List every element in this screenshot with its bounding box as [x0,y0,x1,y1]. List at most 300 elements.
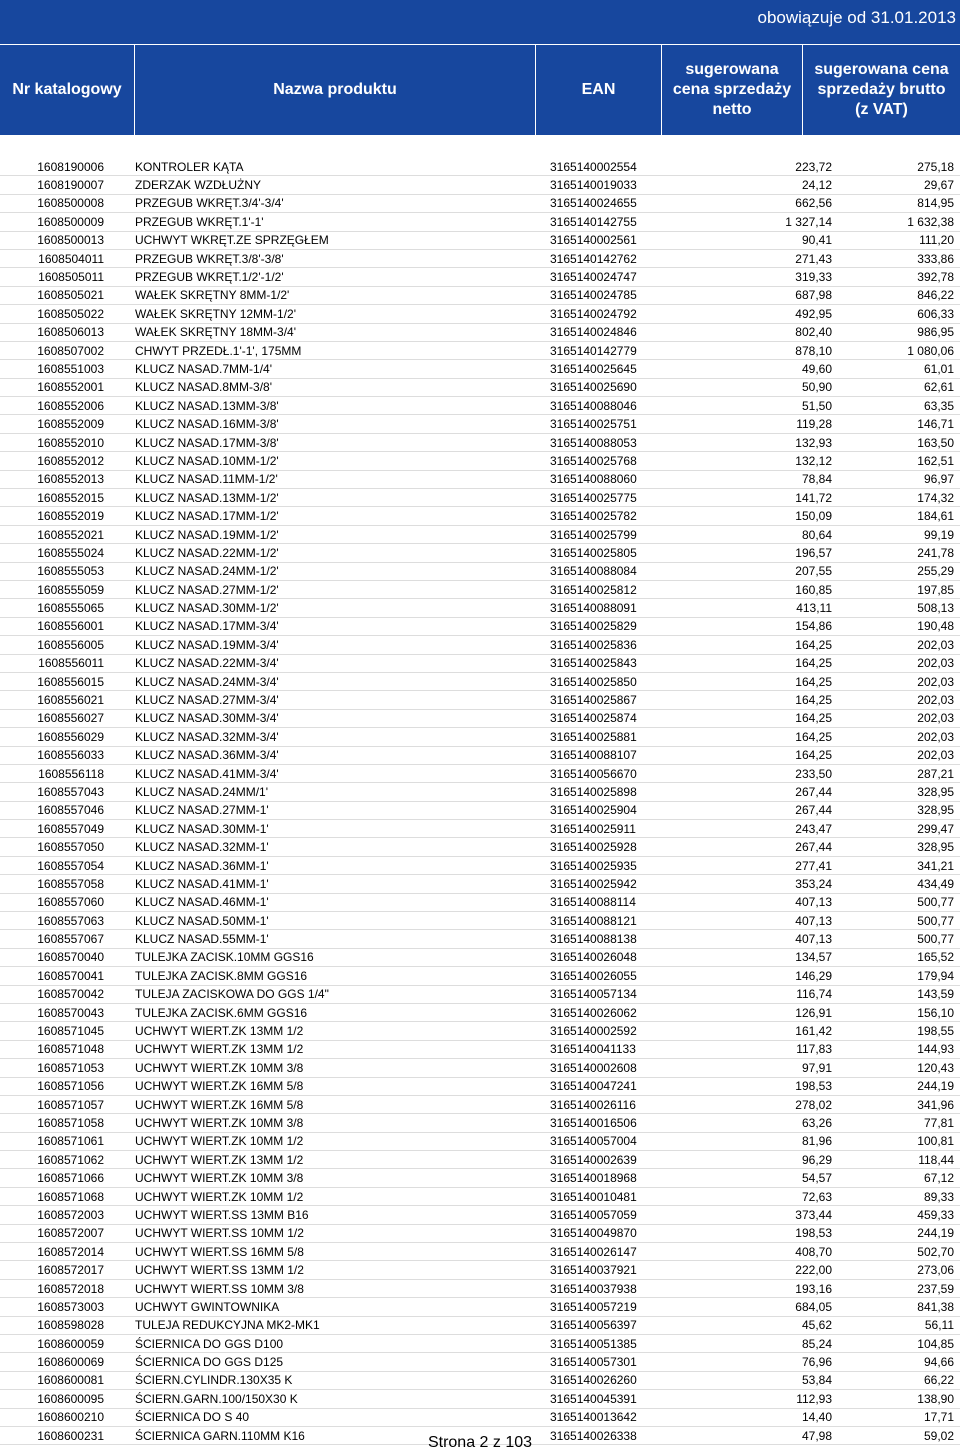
ean-code: 3165140057134 [550,985,680,1003]
table-row [0,1390,960,1408]
gross-price: 237,59 [832,1279,960,1297]
catalog-number: 1608557049 [0,820,135,838]
ean-code: 3165140019033 [550,176,680,194]
gross-price: 174,32 [832,489,960,507]
validity-date: obowiązuje od 31.01.2013 [757,8,956,27]
ean-code: 3165140002592 [550,1022,680,1040]
ean-code: 3165140142762 [550,249,680,267]
product-name: UCHWYT WIERT.ZK 10MM 3/8 [135,1059,550,1077]
product-name: KLUCZ NASAD.27MM-1' [135,801,550,819]
gross-price: 56,11 [832,1316,960,1334]
ean-code: 3165140045391 [550,1390,680,1408]
catalog-number: 1608505022 [0,305,135,323]
gross-price: 841,38 [832,1298,960,1316]
product-name: KLUCZ NASAD.50MM-1' [135,912,550,930]
column-header-gross-price [803,45,960,135]
gross-price: 333,86 [832,249,960,267]
catalog-number: 1608552001 [0,378,135,396]
table-row [0,691,960,709]
ean-code: 3165140025829 [550,617,680,635]
ean-code: 3165140025874 [550,709,680,727]
net-price: 193,16 [680,1279,832,1297]
catalog-number: 1608557063 [0,912,135,930]
product-name: TULEJKA ZACISK.6MM GGS16 [135,1003,550,1021]
product-name: UCHWYT GWINTOWNIKA [135,1298,550,1316]
net-price: 222,00 [680,1261,832,1279]
table-row [0,820,960,838]
net-price: 207,55 [680,562,832,580]
net-price-line-3: netto [712,101,752,118]
ean-code: 3165140025843 [550,654,680,672]
net-price: 24,12 [680,176,832,194]
gross-price-line-2: sprzedaży brutto [817,81,946,98]
gross-price: 184,61 [832,507,960,525]
catalog-number: 1608556001 [0,617,135,635]
ean-code: 3165140037938 [550,1279,680,1297]
catalog-number: 1608571053 [0,1059,135,1077]
table-row [0,985,960,1003]
table-row [0,617,960,635]
net-price: 160,85 [680,580,832,598]
ean-code: 3165140025768 [550,452,680,470]
ean-code: 3165140026260 [550,1371,680,1389]
catalog-number: 1608556118 [0,764,135,782]
catalog-number: 1608557054 [0,856,135,874]
ean-code: 3165140025690 [550,378,680,396]
column-header-net-price [662,45,802,135]
ean-code: 3165140024655 [550,194,680,212]
net-price: 164,25 [680,691,832,709]
ean-code: 3165140041133 [550,1040,680,1058]
product-name: TULEJKA ZACISK.8MM GGS16 [135,967,550,985]
catalog-number: 1608600210 [0,1408,135,1426]
product-name: KONTROLER KĄTA [135,158,550,176]
net-price-line-1: sugerowana [685,61,779,78]
net-price: 45,62 [680,1316,832,1334]
ean-code: 3165140049870 [550,1224,680,1242]
net-price: 267,44 [680,783,832,801]
product-name: PRZEGUB WKRĘT.3/4'-3/4' [135,194,550,212]
table-row [0,1206,960,1224]
table-row [0,1132,960,1150]
net-price: 164,25 [680,672,832,690]
gross-price: 1 080,06 [832,341,960,359]
net-price: 85,24 [680,1335,832,1353]
net-price: 117,83 [680,1040,832,1058]
gross-price: 146,71 [832,415,960,433]
gross-price: 144,93 [832,1040,960,1058]
table-row [0,360,960,378]
product-name: KLUCZ NASAD.30MM-1' [135,820,550,838]
ean-code: 3165140025942 [550,875,680,893]
ean-code: 3165140037921 [550,1261,680,1279]
product-name: PRZEGUB WKRĘT.3/8'-3/8' [135,249,550,267]
table-row [0,415,960,433]
net-price: 126,91 [680,1003,832,1021]
ean-code: 3165140142755 [550,213,680,231]
gross-price: 434,49 [832,875,960,893]
catalog-number: 1608552012 [0,452,135,470]
net-price: 408,70 [680,1243,832,1261]
net-price: 802,40 [680,323,832,341]
gross-price: 29,67 [832,176,960,194]
gross-price: 62,61 [832,378,960,396]
table-row [0,893,960,911]
gross-price: 500,77 [832,930,960,948]
ean-code: 3165140088114 [550,893,680,911]
table-row [0,783,960,801]
gross-price: 179,94 [832,967,960,985]
gross-price: 156,10 [832,1003,960,1021]
product-name: WAŁEK SKRĘTNY 12MM-1/2' [135,305,550,323]
table-row [0,249,960,267]
table-row [0,1077,960,1095]
gross-price: 244,19 [832,1224,960,1242]
gross-price: 328,95 [832,838,960,856]
product-name: UCHWYT WIERT.ZK 13MM 1/2 [135,1151,550,1169]
gross-price: 162,51 [832,452,960,470]
net-price: 662,56 [680,194,832,212]
table-row [0,801,960,819]
table-row [0,507,960,525]
catalog-number: 1608556005 [0,636,135,654]
catalog-number: 1608557067 [0,930,135,948]
table-row [0,1279,960,1297]
table-row [0,158,960,176]
ean-code: 3165140142779 [550,341,680,359]
gross-price: 502,70 [832,1243,960,1261]
gross-price: 63,35 [832,397,960,415]
table-row [0,544,960,562]
gross-price: 500,77 [832,893,960,911]
net-price: 164,25 [680,746,832,764]
catalog-number: 1608598028 [0,1316,135,1334]
product-name: KLUCZ NASAD.30MM-3/4' [135,709,550,727]
product-name: TULEJA REDUKCYJNA MK2-MK1 [135,1316,550,1334]
catalog-number: 1608555065 [0,599,135,617]
gross-price: 96,97 [832,470,960,488]
catalog-number: 1608504011 [0,249,135,267]
product-name: KLUCZ NASAD.17MM-3/4' [135,617,550,635]
table-row [0,709,960,727]
product-name: UCHWYT WIERT.SS 13MM B16 [135,1206,550,1224]
ean-code: 3165140088060 [550,470,680,488]
product-name: KLUCZ NASAD.32MM-1' [135,838,550,856]
catalog-number: 1608571068 [0,1187,135,1205]
gross-price: 99,19 [832,525,960,543]
gross-price: 202,03 [832,746,960,764]
catalog-number: 1608552019 [0,507,135,525]
product-name: KLUCZ NASAD.19MM-1/2' [135,525,550,543]
catalog-number: 1608555053 [0,562,135,580]
table-row [0,764,960,782]
catalog-number: 1608505011 [0,268,135,286]
gross-price: 120,43 [832,1059,960,1077]
gross-price-line-3: (z VAT) [855,101,908,118]
ean-code: 3165140026048 [550,948,680,966]
net-price: 164,25 [680,654,832,672]
catalog-number: 1608571061 [0,1132,135,1150]
net-price: 278,02 [680,1095,832,1113]
net-price: 413,11 [680,599,832,617]
net-price: 150,09 [680,507,832,525]
product-name: KLUCZ NASAD.46MM-1' [135,893,550,911]
product-name: KLUCZ NASAD.27MM-3/4' [135,691,550,709]
net-price: 243,47 [680,820,832,838]
table-row [0,1040,960,1058]
gross-price: 341,21 [832,856,960,874]
ean-code: 3165140026055 [550,967,680,985]
gross-price: 392,78 [832,268,960,286]
gross-price: 197,85 [832,580,960,598]
ean-code: 3165140057059 [550,1206,680,1224]
ean-code: 3165140025898 [550,783,680,801]
catalog-number: 1608552013 [0,470,135,488]
ean-code: 3165140025751 [550,415,680,433]
net-price: 319,33 [680,268,832,286]
gross-price: 846,22 [832,286,960,304]
product-name: UCHWYT WIERT.SS 10MM 1/2 [135,1224,550,1242]
catalog-number: 1608571062 [0,1151,135,1169]
catalog-number: 1608552015 [0,489,135,507]
column-header-name: Nazwa produktu [273,81,397,98]
product-name: KLUCZ NASAD.41MM-3/4' [135,764,550,782]
product-name: KLUCZ NASAD.36MM-1' [135,856,550,874]
net-price: 684,05 [680,1298,832,1316]
table-row [0,1095,960,1113]
ean-code: 3165140025799 [550,525,680,543]
catalog-number: 1608555059 [0,580,135,598]
net-price: 141,72 [680,489,832,507]
catalog-number: 1608190006 [0,158,135,176]
gross-price: 255,29 [832,562,960,580]
net-price: 76,96 [680,1353,832,1371]
ean-code: 3165140025850 [550,672,680,690]
catalog-number: 1608557043 [0,783,135,801]
table-row [0,580,960,598]
gross-price: 606,33 [832,305,960,323]
ean-code: 3165140025904 [550,801,680,819]
price-table [0,158,960,1445]
net-price: 271,43 [680,249,832,267]
net-price: 373,44 [680,1206,832,1224]
gross-price: 1 632,38 [832,213,960,231]
catalog-number: 1608600069 [0,1353,135,1371]
net-price: 198,53 [680,1224,832,1242]
table-row [0,341,960,359]
gross-price: 986,95 [832,323,960,341]
table-row [0,323,960,341]
net-price: 407,13 [680,930,832,948]
net-price: 96,29 [680,1151,832,1169]
ean-code: 3165140024747 [550,268,680,286]
catalog-number: 1608506013 [0,323,135,341]
product-name: WAŁEK SKRĘTNY 18MM-3/4' [135,323,550,341]
ean-code: 3165140002561 [550,231,680,249]
gross-price: 328,95 [832,783,960,801]
ean-code: 3165140088053 [550,433,680,451]
ean-code: 3165140057219 [550,1298,680,1316]
net-price: 233,50 [680,764,832,782]
table-row [0,672,960,690]
ean-code: 3165140057004 [550,1132,680,1150]
ean-code: 3165140013642 [550,1408,680,1426]
table-row [0,452,960,470]
catalog-number: 1608557046 [0,801,135,819]
net-price: 164,25 [680,709,832,727]
table-row [0,305,960,323]
catalog-number: 1608557050 [0,838,135,856]
product-name: KLUCZ NASAD.24MM-3/4' [135,672,550,690]
ean-code: 3165140002608 [550,1059,680,1077]
product-name: PRZEGUB WKRĘT.1/2'-1/2' [135,268,550,286]
net-price: 198,53 [680,1077,832,1095]
gross-price: 241,78 [832,544,960,562]
table-row [0,912,960,930]
net-price: 223,72 [680,158,832,176]
table-row [0,1298,960,1316]
net-price: 353,24 [680,875,832,893]
gross-price: 500,77 [832,912,960,930]
table-row [0,1114,960,1132]
net-price: 146,29 [680,967,832,985]
product-name: KLUCZ NASAD.8MM-3/8' [135,378,550,396]
product-name: TULEJA ZACISKOWA DO GGS 1/4" [135,985,550,1003]
product-name: KLUCZ NASAD.30MM-1/2' [135,599,550,617]
net-price: 81,96 [680,1132,832,1150]
price-list-header [0,0,960,135]
gross-price: 111,20 [832,231,960,249]
product-name: KLUCZ NASAD.17MM-1/2' [135,507,550,525]
gross-price: 459,33 [832,1206,960,1224]
ean-code: 3165140010481 [550,1187,680,1205]
gross-price: 341,96 [832,1095,960,1113]
catalog-number: 1608573003 [0,1298,135,1316]
ean-code: 3165140025645 [550,360,680,378]
gross-price: 67,12 [832,1169,960,1187]
net-price: 97,91 [680,1059,832,1077]
ean-code: 3165140002639 [550,1151,680,1169]
net-price-line-2: cena sprzedaży [672,81,792,98]
table-row [0,654,960,672]
product-name: KLUCZ NASAD.22MM-1/2' [135,544,550,562]
net-price: 878,10 [680,341,832,359]
ean-code: 3165140051385 [550,1335,680,1353]
catalog-number: 1608551003 [0,360,135,378]
ean-code: 3165140025881 [550,728,680,746]
ean-code: 3165140057301 [550,1353,680,1371]
ean-code: 3165140025805 [550,544,680,562]
net-price: 80,64 [680,525,832,543]
net-price: 277,41 [680,856,832,874]
gross-price: 508,13 [832,599,960,617]
ean-code: 3165140024846 [550,323,680,341]
catalog-number: 1608556027 [0,709,135,727]
catalog-number: 1608571045 [0,1022,135,1040]
product-name: KLUCZ NASAD.27MM-1/2' [135,580,550,598]
product-name: KLUCZ NASAD.24MM-1/2' [135,562,550,580]
product-name: UCHWYT WIERT.ZK 13MM 1/2 [135,1040,550,1058]
net-price: 1 327,14 [680,213,832,231]
table-row [0,176,960,194]
table-row [0,286,960,304]
product-name: KLUCZ NASAD.19MM-3/4' [135,636,550,654]
product-name: KLUCZ NASAD.55MM-1' [135,930,550,948]
net-price: 47,98 [680,1426,832,1444]
catalog-number: 1608571058 [0,1114,135,1132]
ean-code: 3165140088084 [550,562,680,580]
net-price: 196,57 [680,544,832,562]
table-row [0,433,960,451]
catalog-number: 1608556033 [0,746,135,764]
product-name: TULEJKA ZACISK.10MM GGS16 [135,948,550,966]
catalog-number: 1608600081 [0,1371,135,1389]
net-price: 164,25 [680,728,832,746]
table-row [0,470,960,488]
product-name: KLUCZ NASAD.16MM-3/8' [135,415,550,433]
gross-price: 198,55 [832,1022,960,1040]
product-name: UCHWYT WIERT.ZK 16MM 5/8 [135,1095,550,1113]
table-row [0,1353,960,1371]
ean-code: 3165140088046 [550,397,680,415]
product-name: UCHWYT WIERT.ZK 13MM 1/2 [135,1022,550,1040]
product-name: UCHWYT WIERT.SS 10MM 3/8 [135,1279,550,1297]
ean-code: 3165140025812 [550,580,680,598]
product-name: ŚCIERNICA DO GGS D125 [135,1353,550,1371]
product-name: UCHWYT WIERT.SS 16MM 5/8 [135,1243,550,1261]
table-row [0,930,960,948]
product-name: UCHWYT WIERT.ZK 16MM 5/8 [135,1077,550,1095]
ean-code: 3165140025935 [550,856,680,874]
table-row [0,378,960,396]
net-price: 63,26 [680,1114,832,1132]
ean-code: 3165140026062 [550,1003,680,1021]
gross-price: 244,19 [832,1077,960,1095]
gross-price: 202,03 [832,691,960,709]
table-row [0,875,960,893]
table-row [0,268,960,286]
product-name: KLUCZ NASAD.17MM-3/8' [135,433,550,451]
table-row [0,1022,960,1040]
net-price: 407,13 [680,912,832,930]
ean-code: 3165140025782 [550,507,680,525]
product-name: KLUCZ NASAD.24MM/1' [135,783,550,801]
gross-price: 190,48 [832,617,960,635]
net-price: 72,63 [680,1187,832,1205]
catalog-number: 1608552009 [0,415,135,433]
gross-price: 17,71 [832,1408,960,1426]
catalog-number: 1608572003 [0,1206,135,1224]
catalog-number: 1608572018 [0,1279,135,1297]
gross-price: 814,95 [832,194,960,212]
table-row [0,967,960,985]
gross-price: 138,90 [832,1390,960,1408]
catalog-number: 1608557060 [0,893,135,911]
net-price: 50,90 [680,378,832,396]
ean-code: 3165140088121 [550,912,680,930]
product-name: KLUCZ NASAD.13MM-1/2' [135,489,550,507]
product-name: PRZEGUB WKRĘT.1'-1' [135,213,550,231]
gross-price: 202,03 [832,672,960,690]
net-price: 164,25 [680,636,832,654]
catalog-number: 1608552006 [0,397,135,415]
catalog-number: 1608572007 [0,1224,135,1242]
table-row [0,1316,960,1334]
net-price: 132,93 [680,433,832,451]
catalog-number: 1608557058 [0,875,135,893]
gross-price: 275,18 [832,158,960,176]
gross-price: 104,85 [832,1335,960,1353]
